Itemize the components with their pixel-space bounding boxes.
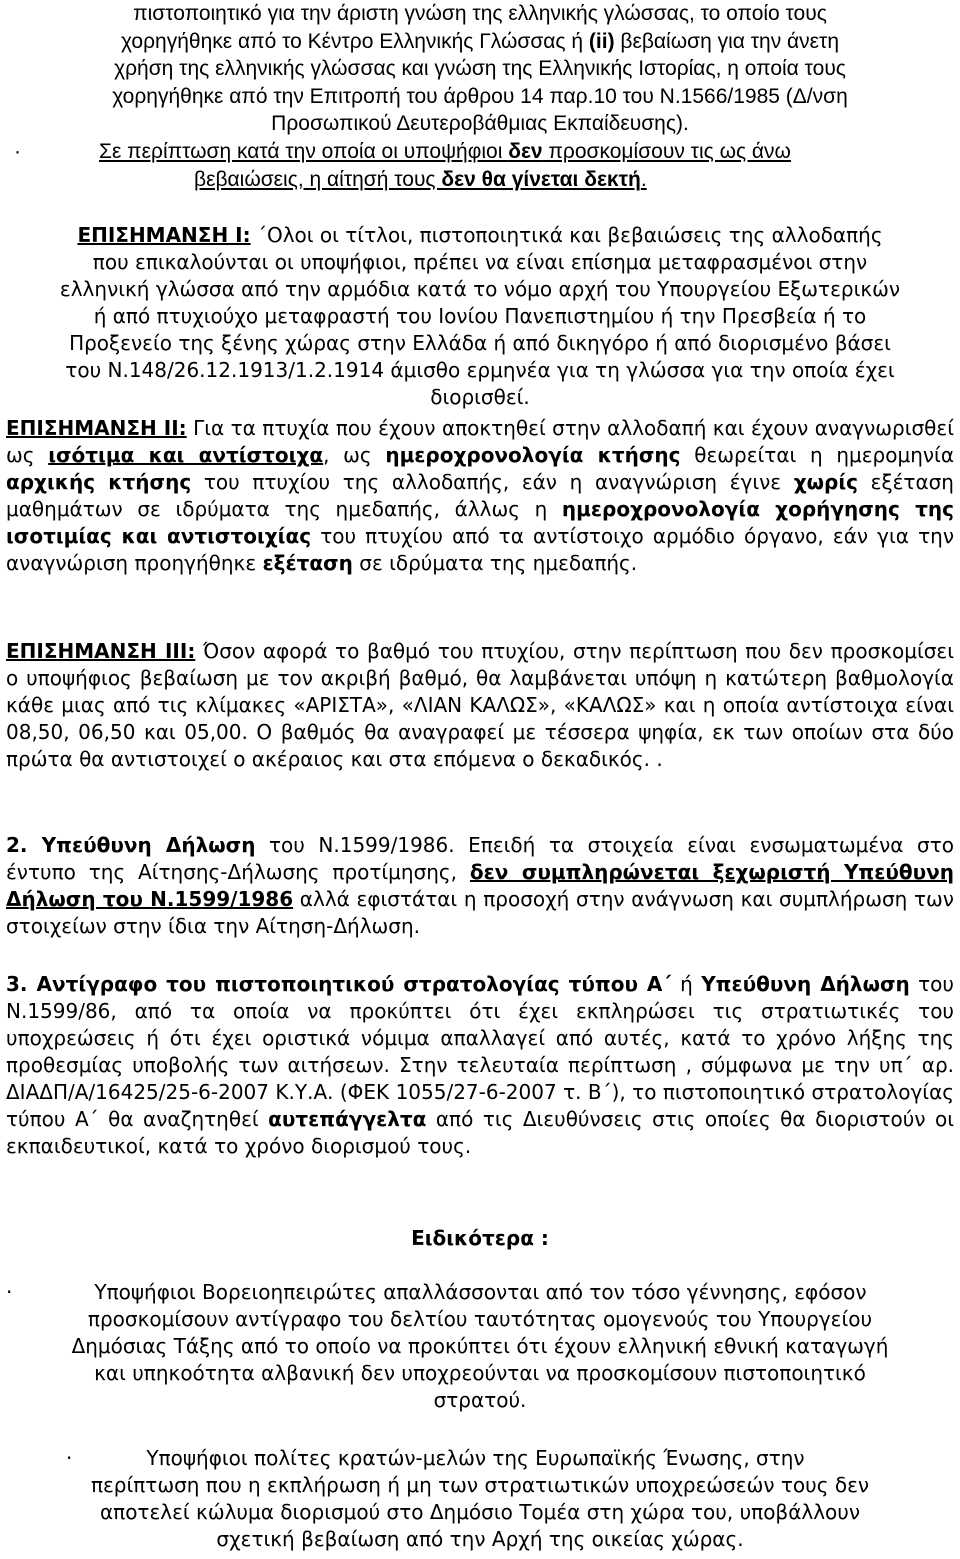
- note-1-label: ΕΠΙΣΗΜΑΝΣΗ Ι:: [77, 223, 251, 247]
- bullet-eu-citizens: · Υποψήφιοι πολίτες κρατών-μελών της Ευρωπαϊκής Ένωσης, στην περίπτωση που η εκπλήρωση ή μη των στρατιωτικών υποχρεώσεών τους δεν αποτελεί κώλυμα διορισμού στο Δημόσιο Τομέα στη χώρα του, υποβάλλουν σχετική βεβαίωση από την Αρχή της οικείας χώρας.: [66, 1446, 870, 1551]
- note-2: ΕΠΙΣΗΜΑΝΣΗ ΙΙ: Για τα πτυχία που έχουν αποκτηθεί στην αλλοδαπή και έχουν αναγνωρισθεί ως ισότιμα και αντίστοιχα, ως ημεροχρονολογία κτήσης θεωρείται η ημερομηνία αρχικής κτήσης του πτυχίου της αλλοδαπής, εάν η αναγνώριση έγινε χωρίς εξέταση μαθημάτων σε ιδρύματα της ημεδαπής, άλλως η ημεροχρονολογία χορήγησης της ισοτιμίας και αντιστοιχίας του πτυχίου από τα αντίστοιχο αρμόδιο όργανο, εάν για την αναγνώριση προηγήθηκε εξέταση σε ιδρύματα της ημεδαπής.: [6, 416, 955, 575]
- bullet-mark: ·: [6, 1280, 13, 1304]
- note-3: ΕΠΙΣΗΜΑΝΣΗ ΙΙΙ: Όσον αφορά το βαθμό του πτυχίου, στην περίπτωση που δεν προσκομίσει ο υποψήφιος βεβαίωση με τον ακριβή βαθμό, θα λαμβάνεται υπόψη η κατώτερη βαθμολογία κάθε μιας από τις κλίμακες «ΑΡΙΣΤΑ», «ΛΙΑΝ ΚΑΛΩΣ», «ΚΑΛΩΣ» και η οποία αντίστοιχα είναι 08,50, 06,50 και 05,00. Ο βαθμός θα αναγραφεί με τέσσερα ψηφία, εκ των οποίων στα δύο πρώτα θα αντιστοιχεί ο ακέραιος και στα επόμενα ο δεκαδικός. .: [6, 639, 955, 771]
- bullet-northern-epirus: · Υποψήφιοι Βορειοηπειρώτες απαλλάσσονται από τον τόσο γέννησης, εφόσον προσκομίσουν αντίγραφο του δελτίου ταυτότητας ομογενούς του Υπουργείου Δημόσιας Τάξης από το οποίο να προκύπτει ότι έχουν ελληνική εθνική καταγωγή και υπηκοότητα αλβανική δεν υποχρεούνται να προσκομίσουν πιστοποιητικό στρατού.: [6, 1280, 889, 1412]
- intro-line: χορηγήθηκε από την Επιτροπή του άρθρου 14 παρ.10 του Ν.1566/1985 (Δ/νση: [112, 84, 848, 108]
- intro-line: χρήση της ελληνικής γλώσσας και γνώση της Ελληνικής Ιστορίας, η οποία τους: [114, 57, 846, 80]
- item-2-declaration: 2. Υπεύθυνη Δήλωση του Ν.1599/1986. Επειδή τα στοιχεία είναι ενσωματωμένα στο έντυπο της Αίτησης-Δήλωσης προτίμησης, δεν συμπληρώνεται ξεχωριστή Υπεύθυνη Δήλωση του Ν.1599/1986 αλλά εφιστάται η προσοχή στην ανάγνωση και συμπλήρωση των στοιχείων στην ίδια την Αίτηση-Δήλωση.: [6, 833, 955, 938]
- note-2-label: ΕΠΙΣΗΜΑΝΣΗ ΙΙ:: [6, 416, 187, 440]
- bullet-mark: ·: [14, 140, 21, 163]
- note-1: ΕΠΙΣΗΜΑΝΣΗ Ι: ΄Ολοι οι τίτλοι, πιστοποιητικά και βεβαιώσεις της αλλοδαπής που επικαλούνται οι υποψήφιοι, πρέπει να είναι επίσημα μεταφρασμένοι στην ελληνική γλώσσα από την αρμόδια κατά το νόμο αρχή του Υπουργείου Εξωτερικών ή από πτυχιούχο μεταφραστή του Ιονίου Πανεπιστημίου ή την Πρεσβεία ή το Προξενείο της ξένης χώρας στην Ελλάδα ή από δικηγόρο ή από διορισμένο βάσει του Ν.148/26.12.1913/1.2.1914 άμισθο ερμηνέα για τη γλώσσα για την οποία έχει διορισθεί.: [59, 223, 901, 409]
- rejection-note: · Σε περίπτωση κατά την οποία οι υποψήφιοι δεν προσκομίσουν τις ως άνω βεβαιώσεις, η αίτησή τους δεν θα γίνεται δεκτή.: [14, 140, 791, 191]
- item-3-military-certificate: 3. Αντίγραφο του πιστοποιητικού στρατολογίας τύπου Α΄ ή Υπεύθυνη Δήλωση του Ν.1599/86, από τα οποία να προκύπτει ότι έχει εκπληρώσει τις στρατιωτικές του υποχρεώσεις ή ότι έχει οριστικά νόμιμα απαλλαγεί από αυτές, κατά το χρόνο λήξης της προθεσμίας υποβολής των αιτήσεων. Στην τελευταία περίπτωση , σύμφωνα με την υπ΄ αρ. ΔΙΑΔΠ/Α/16425/25-6-2007 Κ.Υ.Α. (ΦΕΚ 1055/27-6-2007 τ. Β΄), το πιστοποιητικό στρατολογίας τύπου Α΄ θα αναζητηθεί αυτεπάγγελτα από τις Διευθύνσεις στις οποίες θα διοριστούν οι εκπαιδευτικοί, κατά το χρόνο διορισμού τους.: [6, 972, 954, 1158]
- intro-paragraph: [6, 0, 954, 138]
- roman-ii: (ii): [588, 29, 615, 53]
- specifically-heading: Ειδικότερα :: [411, 1226, 549, 1250]
- intro-line: Προσωπικού Δευτεροβάθμιας Εκπαίδευσης).: [271, 112, 689, 135]
- note-3-label: ΕΠΙΣΗΜΑΝΣΗ ΙΙΙ:: [6, 639, 196, 663]
- bullet-mark: ·: [66, 1446, 73, 1470]
- intro-line: χορηγήθηκε από το Κέντρο Ελληνικής Γλώσσας ή (ii) βεβαίωση για την άνετη: [120, 29, 840, 53]
- intro-line: πιστοποιητικό για την άριστη γνώση της ελληνικής γλώσσας, το οποίο τους: [133, 2, 827, 25]
